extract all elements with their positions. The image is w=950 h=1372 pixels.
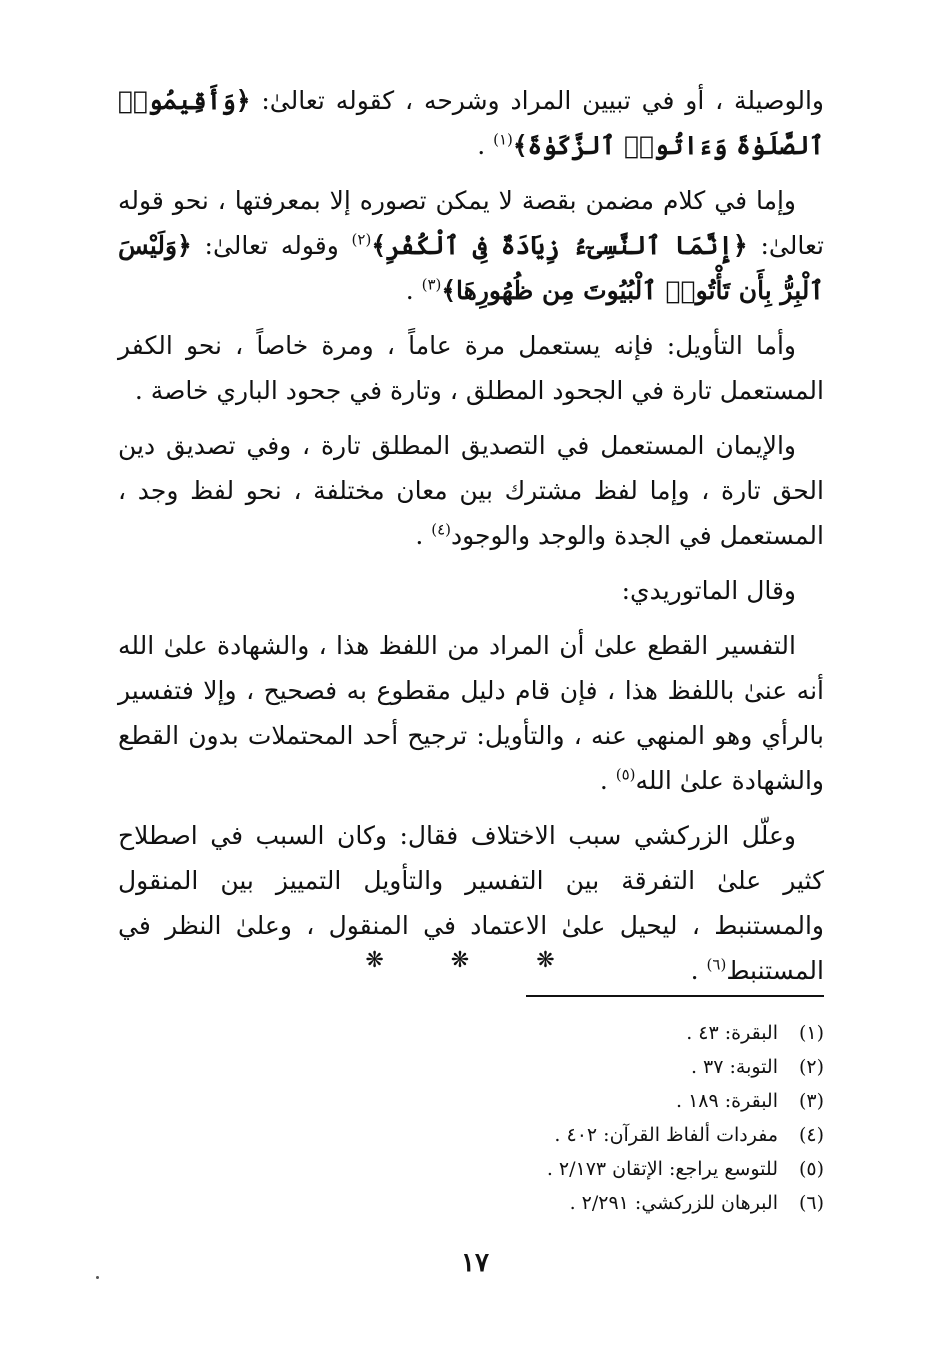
footnote-number: (٣) — [798, 1090, 824, 1112]
paragraph-6 — [118, 623, 824, 803]
footnote-text: البرهان للزركشي: ٢/٢٩١ . — [569, 1192, 778, 1214]
footnote-reference: (٤) — [431, 520, 451, 539]
paragraph-text: . — [690, 956, 707, 985]
footnote-reference: (١) — [493, 130, 513, 149]
footnote-item — [304, 1186, 824, 1220]
footnote-text: للتوسع يراجع: الإتقان ٢/١٧٣ . — [546, 1158, 778, 1180]
footnote-number: (٤) — [798, 1124, 824, 1146]
footnote-number: (٦) — [798, 1192, 824, 1214]
footnote-reference: (٥) — [615, 765, 636, 784]
footnote-number: (١) — [798, 1022, 824, 1044]
paragraph-text: وأما التأويل: فإنه يستعمل مرة عاماً ، ومرة خاصاً ، نحو الكفر المستعمل تارة في الجحود المطلق ، وتارة في جحود الباري خاصة . — [118, 331, 824, 405]
paragraph-3 — [118, 323, 824, 413]
main-text — [118, 78, 824, 1003]
paragraph-text: وعلّل الزركشي سبب الاختلاف فقال: وكان السبب في اصطلاح كثير علىٰ التفرقة بين التفسير والتأويل التمييز بين المنقول والمستنبط ، ليحيل علىٰ الاعتماد في المنقول ، وعلىٰ النظر في المستنبط — [118, 821, 824, 985]
footnote-item — [304, 1084, 824, 1118]
footnote-number: (٥) — [798, 1158, 824, 1180]
quran-verse: ﴿وَأَقِيمُوا۟ ٱلصَّلَوٰةَ وَءَاتُوا۟ ٱلزَّكَوٰةَ﴾ — [118, 86, 824, 160]
paragraph-text: وإما في كلام مضمن بقصة لا يمكن تصوره إلا بمعرفتها ، نحو قوله تعالىٰ: — [118, 186, 824, 260]
paragraph-text: التفسير القطع علىٰ أن المراد من اللفظ هذا ، والشهادة علىٰ الله أنه عنىٰ باللفظ هذا ، فإن قام دليل مقطوع به فصحيح ، وإلا فتفسير بالرأي وهو المنهي عنه ، والتأويل: ترجيح أحد المحتملات بدون القطع والشهادة علىٰ الله — [118, 631, 824, 795]
paragraph-text: وقوله تعالىٰ: — [191, 231, 352, 260]
footnote-text: البقرة: ٤٣ . — [686, 1022, 778, 1044]
footnote-divider — [526, 995, 824, 997]
footnote-reference: (٣) — [421, 275, 442, 294]
footnote-reference: (٢) — [351, 230, 372, 249]
footnote-text: مفردات ألفاظ القرآن: ٤٠٢ . — [554, 1124, 778, 1146]
footnote-item — [304, 1016, 824, 1050]
footnote-text: التوبة: ٣٧ . — [690, 1056, 778, 1078]
paragraph-text: . — [477, 131, 494, 160]
paragraph-5 — [118, 568, 824, 613]
footnote-text: البقرة: ١٨٩ . — [675, 1090, 778, 1112]
page-number: ١٧ — [461, 1248, 489, 1278]
quran-verse: ﴿وَلَيْسَ ٱلْبِرُّ بِأَن تَأْتُوا۟ ٱلْبُيُوتَ مِن ظُهُورِهَا﴾ — [118, 231, 824, 305]
paragraph-text: . — [599, 766, 616, 795]
quran-verse: ﴿إِنَّمَا ٱلنَّسِىٓءُ زِيَادَةٌ فِى ٱلْكُفْرِ﴾ — [371, 231, 748, 260]
footnotes — [304, 1016, 824, 1220]
footnote-reference: (٦) — [706, 955, 727, 974]
paragraph-4 — [118, 423, 824, 558]
scan-speck — [96, 1276, 99, 1279]
paragraph-text: وقال الماتوريدي: — [621, 576, 796, 605]
footnote-item — [304, 1152, 824, 1186]
paragraph-text: والوصيلة ، أو في تبيين المراد وشرحه ، كقوله تعالىٰ: — [250, 86, 824, 115]
paragraph-text: . — [405, 276, 422, 305]
footnote-item — [304, 1050, 824, 1084]
section-separator: ❋ ❋ ❋ — [365, 948, 585, 973]
paragraph-text: . — [415, 521, 432, 550]
footnote-number: (٢) — [798, 1056, 824, 1078]
paragraph-text: والإيمان المستعمل في التصديق المطلق تارة ، وفي تصديق دين الحق تارة ، وإما لفظ مشترك بين معان مختلفة ، نحو لفظ وجد ، المستعمل في الجدة والوجد والوجود — [118, 431, 824, 550]
paragraph-2 — [118, 178, 824, 313]
footnote-item — [304, 1118, 824, 1152]
paragraph-1 — [118, 78, 824, 168]
